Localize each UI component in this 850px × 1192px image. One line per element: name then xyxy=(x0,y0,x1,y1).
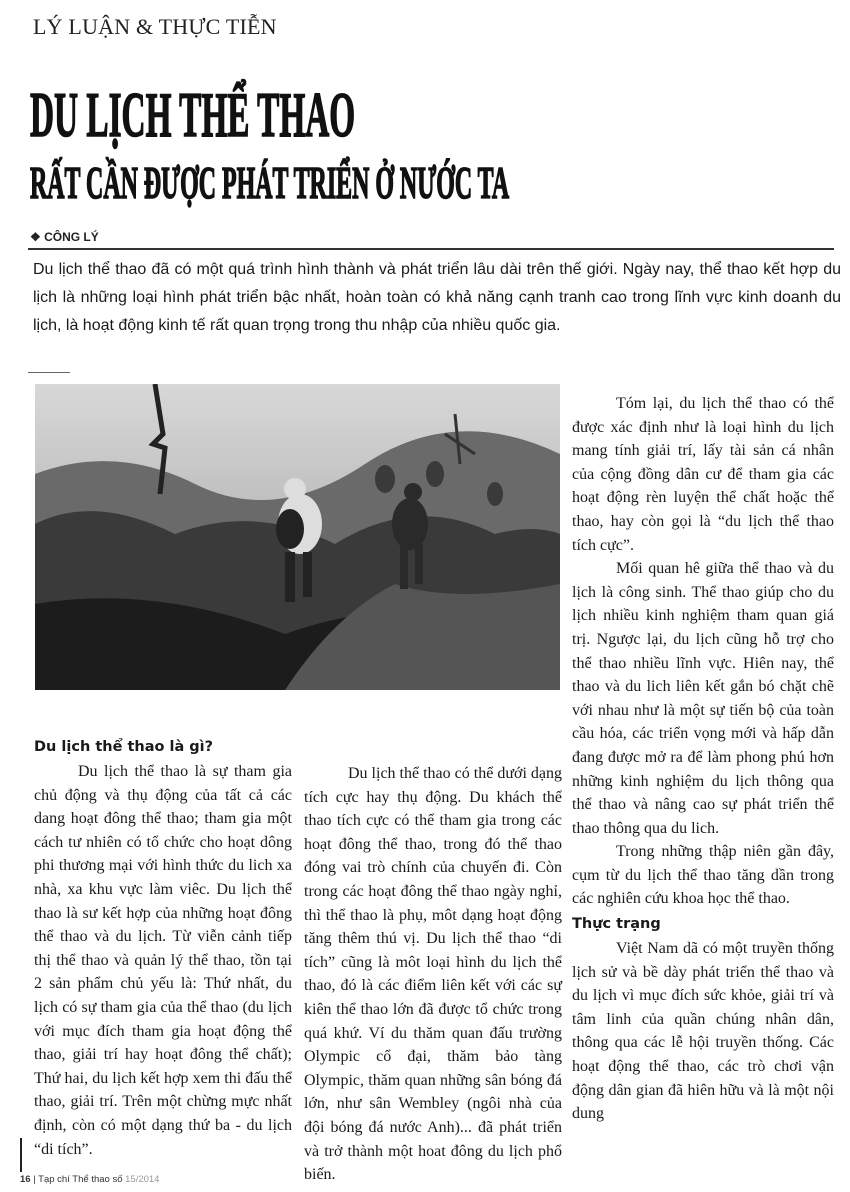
body-paragraph: Du lịch thể thao là sự tham gia chủ động và thụ động của tất cả các dang hoạt đông thể thao; tham gia một cách tư nhiên có tổ chức cho hoạt dông phi thương mại với hình thức du lich xa nhà, xa khu vực làm viêc. Du lịch thể thao là sư kết hợp của những hoạt đông thể thao và du lịch. Từ viễn cảnh tiếp thị thể thao và quản lý thể thao, tồn tại 2 sản phẩm chủ yếu là: Thứ nhất, du lịch có sự tham gia của thể thao (du lịch với mục đích tham gia hoạt động thể thao, giải trí hay hoạt đông thể chất); Thứ hai, du lịch kết hợp xem thi đấu thể thao, giải trí. Trên một chừng mực nhất định, còn có một dạng thứ ba - du lịch “di tích”. xyxy=(34,763,292,1158)
article-column-3 xyxy=(572,392,834,1126)
article-column-1 xyxy=(34,734,292,1161)
section-heading: Thực trạng xyxy=(572,916,661,933)
photo-illustration xyxy=(35,384,560,690)
body-paragraph: Du lịch thể thao có thể dưới dạng tích cực hay thụ động. Du khách thể thao tích cực có thể tham gia trong các hoạt đông thể thao, trong đó thể thao đóng vai trò chính của chuyến đi. Còn trong các hoạt đông thể thao ngày nghỉ, thì thể thao là phụ, môt dạng hoạt động tăng thêm thú vị. Du lịch thể thao “di tích” cũng là môt loại hình du lịch thể thao, đó là các điểm liên kết với các sự kiên thể thao lớn đã được tổ chức trong quá khứ. Ví du thăm quan đấu trường Olympic cổ đại, thăm bảo tàng Olympic, thăm quan những sân bóng đá lớn, như sân Wembley (ngôi nhà của đội bóng đá nước Anh)... đã phát triển và trở thành một hoat đông du lịch phổ biến. xyxy=(304,765,562,1184)
divider xyxy=(28,372,70,373)
article-photo-hikers xyxy=(35,384,560,690)
article-column-2 xyxy=(304,762,562,1187)
author-byline: ❖ CÔNG LÝ xyxy=(30,230,99,244)
body-paragraph: Trong những thập niên gần đây, cụm từ du lịch thể thao tăng dần trong các nghiên cứu khoa học thể thao. xyxy=(572,843,834,908)
lead-paragraph: Du lịch thể thao đã có một quá trình hình thành và phát triển lâu dài trên thế giới. Ngày nay, thể thao kết hợp du lịch là những loại hình phát triển bậc nhất, hoàn toàn có khả năng cạnh tranh cao trong lĩnh vực kinh doanh du lịch, là hoạt động kinh tế rất quan trọng trong thu nhập của nhiều quốc gia. xyxy=(33,261,841,334)
body-paragraph: Mối quan hê giữa thể thao và du lịch là công sinh. Thể thao giúp cho du lịch nhiều kinh nghiệm tham quan giá trị. Ngược lại, du lịch cũng hỗ trợ cho thể thao nhiều lĩnh vực. Hiên nay, thể thao và du lich liên kết gắn bó chặt chẽ với nhau như là một sự tiến bộ của toàn cầu hóa, các triển vọng mới và hấp dẫn đang được mở ra để làm phong phú hơn những kinh nghiệm du lịch thông qua thể thao và nâng cao sự phát triển thể thao thông qua du lich. xyxy=(572,560,834,837)
divider xyxy=(28,248,834,250)
article-title: DU LỊCH THỂ THAO xyxy=(30,79,356,150)
body-paragraph: Việt Nam dã có một truyền thống lịch sử và bề dày phát triển thể thao và du lịch vì mục đích sức khỏe, giải trí và tâm linh của quần chúng nhân dân, thông qua các lễ hội truyền thống. Các hoạt động thể thao, các trò chơi vận động dân gian đã hiên hữu và là một nội dung xyxy=(572,940,834,1123)
section-label: LÝ LUẬN & THỰC TIỄN xyxy=(33,14,277,39)
section-heading: Du lịch thể thao là gì? xyxy=(34,739,214,755)
page-footer xyxy=(20,1174,159,1185)
article-subtitle: RẤT CẦN ĐƯỢC PHÁT TRIỂN Ở NƯỚC TA xyxy=(30,157,510,208)
magazine-name: | Tạp chí Thể thao số xyxy=(33,1174,123,1185)
issue-number: 15/2014 xyxy=(125,1174,160,1185)
body-paragraph: Tóm lại, du lịch thể thao có thể được xác định như là loại hình du lịch mang tính giải trí, lấy tài sản cá nhân của cộng đồng dân cư để tham gia các hoạt động rèn luyện thể chất hoặc thể thao, hay còn gọi là “du lịch thể thao tích cực”. xyxy=(572,395,834,554)
page-number: 16 xyxy=(20,1174,31,1185)
footer-bar xyxy=(20,1138,22,1172)
